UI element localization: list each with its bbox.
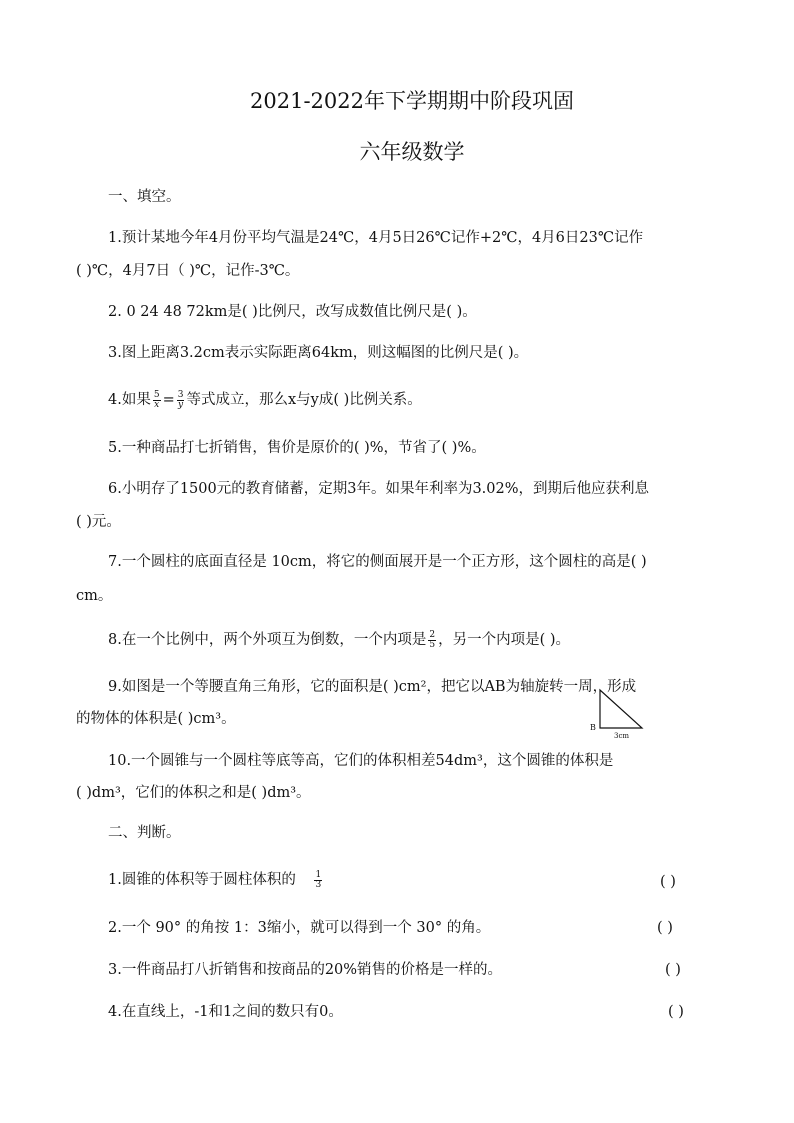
q4-fraction-2	[177, 391, 185, 410]
q8-text	[108, 630, 570, 650]
q3-text: 3.图上距离3.2cm表示实际距离64km，则这幅图的比例尺是( )。	[108, 345, 529, 361]
q1-line2: ( )℃，4月7日（ )℃，记作-3℃。	[76, 263, 300, 279]
j1-fraction-denominator: 3	[315, 879, 322, 890]
q5-text: 5.一种商品打七折销售，售价是原价的( )%，节省了( )%。	[108, 440, 486, 456]
q4-suffix: 等式成立，那么x与y成( )比例关系。	[186, 392, 422, 408]
q4-fraction-1-denominator: x	[154, 399, 160, 410]
q4-fraction-1-numerator: 5	[153, 389, 160, 400]
q9-line2: 的物体的体积是( )cm³。	[76, 711, 236, 727]
q4-fraction-1	[153, 391, 161, 410]
j1-fraction-numerator: 1	[315, 869, 322, 880]
q8-prefix: 8.在一个比例中，两个外项互为倒数，一个内项是	[108, 632, 427, 648]
triangle-label-b: B	[590, 723, 596, 732]
q6-line1: 6.小明存了1500元的教育储蓄，定期3年。如果年利率为3.02%，到期后他应获利息	[108, 481, 650, 497]
section-judge-heading: 二、判断。	[108, 825, 181, 841]
section-fill-heading: 一、填空。	[108, 189, 181, 205]
j2-text: 2.一个 90° 的角按 1：3缩小，就可以得到一个 30° 的角。	[108, 920, 491, 936]
j1-text	[108, 870, 324, 890]
triangle-label-length: 3cm	[614, 732, 630, 740]
q4-fraction-2-numerator: 3	[177, 389, 184, 400]
q9-line1: 9.如图是一个等腰直角三角形，它的面积是( )cm²，把它以AB为轴旋转一周，形成	[108, 679, 637, 695]
q2-text: 2. 0 24 48 72km是( )比例尺，改写成数值比例尺是( )。	[108, 304, 477, 320]
q4-prefix: 4.如果	[108, 392, 151, 408]
j2-answer-paren[interactable]: ( )	[657, 920, 673, 936]
j4-text: 4.在直线上，-1和1之间的数只有0。	[108, 1004, 343, 1020]
q8-suffix: ，另一个内项是( )。	[438, 632, 571, 648]
q8-fraction-denominator: 5	[429, 639, 436, 650]
j3-answer-paren[interactable]: ( )	[665, 962, 681, 978]
q6-line2: ( )元。	[76, 514, 121, 530]
j3-text: 3.一件商品打八折销售和按商品的20%销售的价格是一样的。	[108, 962, 503, 978]
q1-line1: 1.预计某地今年4月份平均气温是24℃，4月5日26℃记作+2℃，4月6日23℃记作	[108, 230, 644, 246]
q7-line1: 7.一个圆柱的底面直径是 10cm，将它的侧面展开是一个正方形，这个圆柱的高是( )	[108, 554, 647, 570]
j1-fraction	[314, 871, 322, 890]
q10-line2: ( )dm³，它们的体积之和是( )dm³。	[76, 785, 311, 801]
q4-text	[108, 390, 422, 410]
j4-answer-paren[interactable]: ( )	[668, 1004, 684, 1020]
isosceles-right-triangle	[600, 690, 642, 728]
q8-fraction	[428, 631, 436, 650]
page-subtitle: 六年级数学	[359, 140, 465, 164]
j1-label: 1.圆锥的体积等于圆柱体积的	[108, 872, 296, 888]
triangle-figure	[588, 688, 648, 740]
q8-fraction-numerator: 2	[429, 629, 436, 640]
q4-fraction-2-denominator: y	[178, 399, 184, 410]
q10-line1: 10.一个圆锥与一个圆柱等底等高，它们的体积相差54dm³，这个圆锥的体积是	[108, 753, 614, 769]
page-title: 2021-2022年下学期期中阶段巩固	[250, 89, 574, 113]
j1-answer-paren[interactable]: ( )	[660, 874, 676, 890]
q7-line2: cm。	[76, 588, 113, 604]
q4-equals: =	[162, 392, 175, 408]
